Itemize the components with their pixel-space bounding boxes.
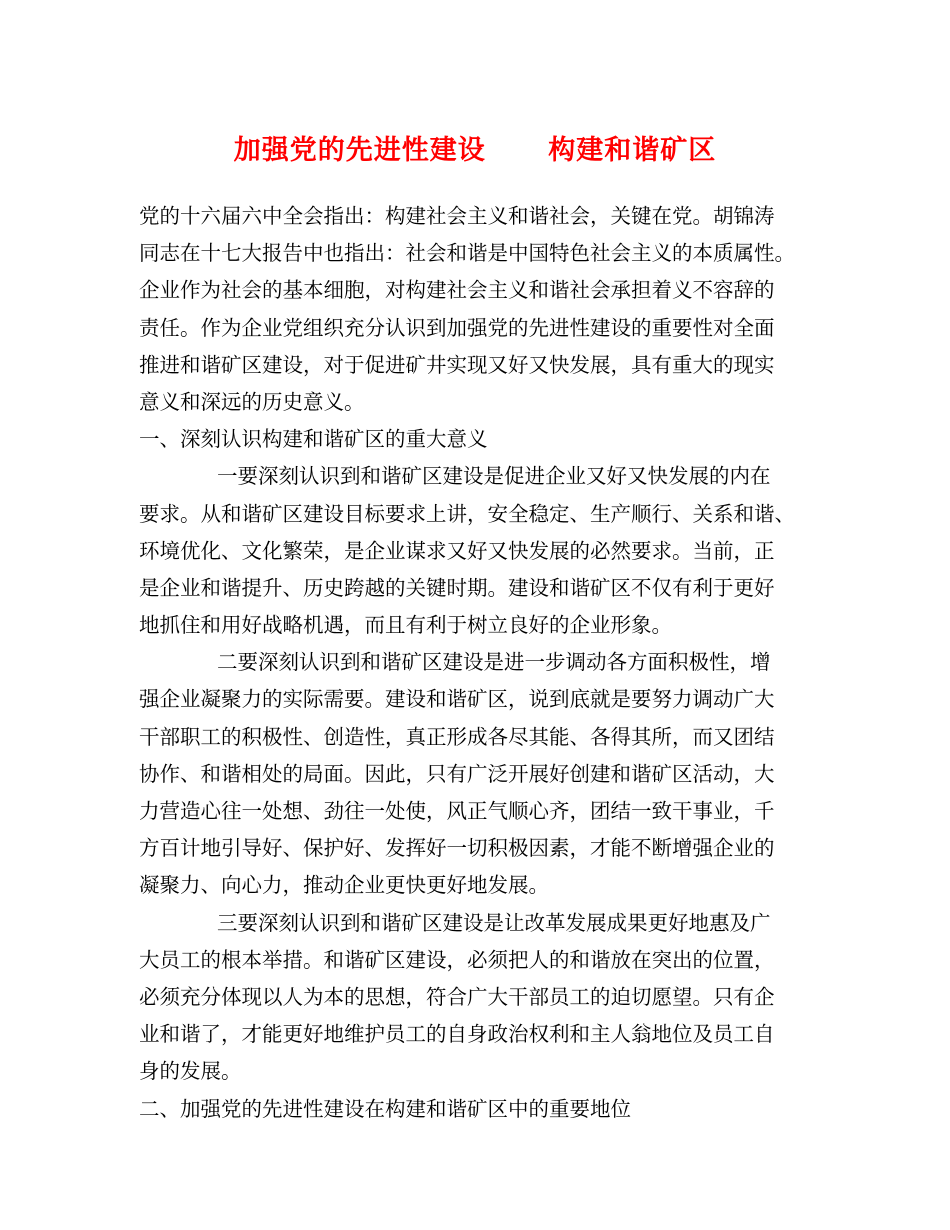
section-heading: 二、加强党的先进性建设在构建和谐矿区中的重要地位 (139, 1096, 631, 1121)
document-body (139, 198, 829, 1128)
paragraph-line: 必须充分体现以人为本的思想，符合广大干部员工的迫切愿望。只有企 (139, 984, 775, 1009)
paragraph-line: 身的发展。 (139, 1059, 242, 1084)
paragraph-line: 企业作为社会的基本细胞，对构建社会主义和谐社会承担着义不容辞的 (139, 278, 775, 303)
paragraph-line: 同志在十七大报告中也指出：社会和谐是中国特色社会主义的本质属性。 (139, 241, 795, 266)
paragraph-line: 环境优化、文化繁荣，是企业谋求又好又快发展的必然要求。当前，正 (139, 538, 775, 563)
paragraph-line: 地抓住和用好战略机遇，而且有利于树立良好的企业形象。 (139, 613, 672, 638)
paragraph-line: 二要深刻认识到和谐矿区建设是进一步调动各方面积极性，增 (217, 650, 771, 675)
paragraph-line: 业和谐了，才能更好地维护员工的自身政治权利和主人翁地位及员工自 (139, 1022, 775, 1047)
paragraph-line: 大员工的根本举措。和谐矿区建设，必须把人的和谐放在突出的位置， (139, 947, 775, 972)
paragraph-line: 是企业和谐提升、历史跨越的关键时期。建设和谐矿区不仅有利于更好 (139, 575, 775, 600)
paragraph-line: 要求。从和谐矿区建设目标要求上讲，安全稳定、生产顺行、关系和谐、 (139, 501, 795, 526)
paragraph-line: 三要深刻认识到和谐矿区建设是让改革发展成果更好地惠及广 (217, 910, 771, 935)
paragraph-line: 凝聚力、向心力，推动企业更快更好地发展。 (139, 873, 549, 898)
paragraph-line: 推进和谐矿区建设，对于促进矿井实现又好又快发展，具有重大的现实 (139, 352, 775, 377)
paragraph-line: 方百计地引导好、保护好、发挥好一切积极因素，才能不断增强企业的 (139, 836, 775, 861)
paragraph-line: 责任。作为企业党组织充分认识到加强党的先进性建设的重要性对全面 (139, 315, 775, 340)
document-title: 加强党的先进性建设 构建和谐矿区 (233, 135, 717, 166)
paragraph-line: 党的十六届六中全会指出：构建社会主义和谐社会，关键在党。胡锦涛 (139, 204, 775, 228)
paragraph-line: 意义和深远的历史意义。 (139, 389, 365, 414)
paragraph-line: 力营造心往一处想、劲往一处使，风正气顺心齐，团结一致干事业，千 (139, 799, 775, 823)
section-heading: 一、深刻认识构建和谐矿区的重大意义 (139, 427, 488, 452)
paragraph-line: 强企业凝聚力的实际需要。建设和谐矿区，说到底就是要努力调动广大 (139, 687, 775, 712)
paragraph-line: 干部职工的积极性、创造性，真正形成各尽其能、各得其所，而又团结 (139, 724, 775, 749)
paragraph-line: 一要深刻认识到和谐矿区建设是促进企业又好又快发展的内在 (217, 464, 771, 489)
paragraph-line: 协作、和谐相处的局面。因此，只有广泛开展好创建和谐矿区活动，大 (139, 761, 775, 786)
